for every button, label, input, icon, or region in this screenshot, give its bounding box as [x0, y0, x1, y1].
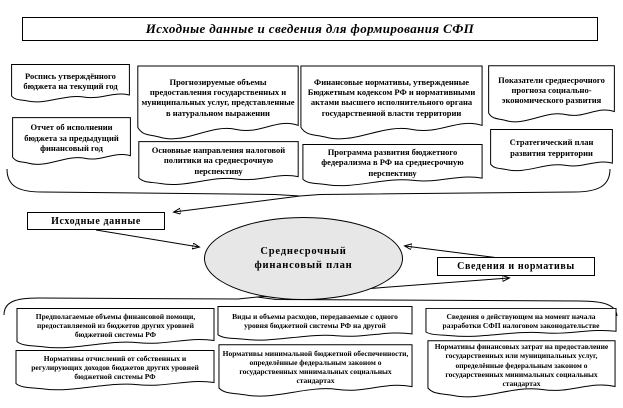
- doc-budget-federalism-program: [302, 144, 483, 188]
- doc-label: Показатели среднесрочного прогноза социально-экономического развития: [498, 74, 605, 106]
- doc-label: Предполагаемые объемы финансовой помощи, предоставляемой из бюджетов других уровней бюджетной системы РФ: [35, 312, 196, 340]
- diagram-title: [22, 17, 598, 41]
- doc-financial-aid-volumes: [16, 308, 215, 350]
- doc-label: Прогнозируемые объемы предоставления государственных и муниципальных услуг, представленные в натуральном выражении: [141, 76, 295, 118]
- label-inputs: [27, 212, 165, 230]
- doc-budget-rospis: [11, 64, 130, 104]
- doc-label: Сведения о действующем на момент начала разработки СФП налоговом законодательстве: [442, 311, 600, 330]
- central-plan-ellipse: [204, 217, 403, 300]
- doc-label: Нормативы финансовых затрат на предоставление государственных или муниципальных услуг, определённые федеральным законом о государственных минимальных социальных стандартах: [434, 342, 609, 388]
- doc-label: Нормативы отчислений от собственных и регулирующих доходов бюджетов других уровней бюджетной системы РФ: [31, 354, 199, 382]
- arrow-topbrace-to-inputs: [174, 196, 300, 212]
- doc-label: Стратегический план развития территории: [509, 137, 594, 158]
- doc-forecast-service-volumes: [137, 65, 299, 143]
- doc-socioeconomic-forecast: [488, 65, 615, 125]
- doc-label: Отчет об исполнении бюджета за предыдущий финансовый год: [24, 122, 119, 154]
- doc-label: Виды и объемы расходов, передаваемые с одного уровня бюджетной системы РФ на другой: [232, 312, 398, 331]
- label-info: [437, 257, 595, 276]
- doc-deduction-norms: [15, 350, 215, 392]
- doc-label: Программа развития бюджетного федерализма в РФ на среднесрочную перспективу: [321, 147, 464, 178]
- label-inputs-text: Исходные данные: [51, 215, 141, 227]
- doc-tax-legislation-info: [425, 308, 617, 338]
- diagram-title-text: Исходные данные и сведения для формирования СФП: [145, 21, 475, 36]
- doc-label: Основные направления налоговой политики на среднесрочную перспективу: [151, 144, 286, 176]
- doc-expense-transfers: [217, 306, 413, 342]
- central-plan-text: Среднесрочный финансовый план: [254, 246, 353, 271]
- label-info-text: Сведения и нормативы: [457, 261, 575, 272]
- doc-strategic-plan: [490, 129, 613, 173]
- doc-budget-execution-report: [12, 117, 131, 167]
- doc-financial-cost-norms: [427, 340, 616, 400]
- doc-label: Нормативы минимальной бюджетной обеспеченности, определённые федеральным законом о государственных минимальных социальных стандартах: [222, 348, 409, 386]
- doc-label: Роспись утверждённого бюджета на текущий год: [23, 70, 118, 91]
- doc-tax-policy-directions: [138, 141, 299, 187]
- doc-min-budget-security-norms: [218, 344, 413, 399]
- doc-label: Финансовые нормативы, утвержденные Бюджетным кодексом РФ и нормативными актами высшего исполнительного органа государственной власти территории: [307, 76, 476, 118]
- arrow-inputs-to-plan: [96, 230, 199, 247]
- doc-financial-norms: [300, 65, 483, 143]
